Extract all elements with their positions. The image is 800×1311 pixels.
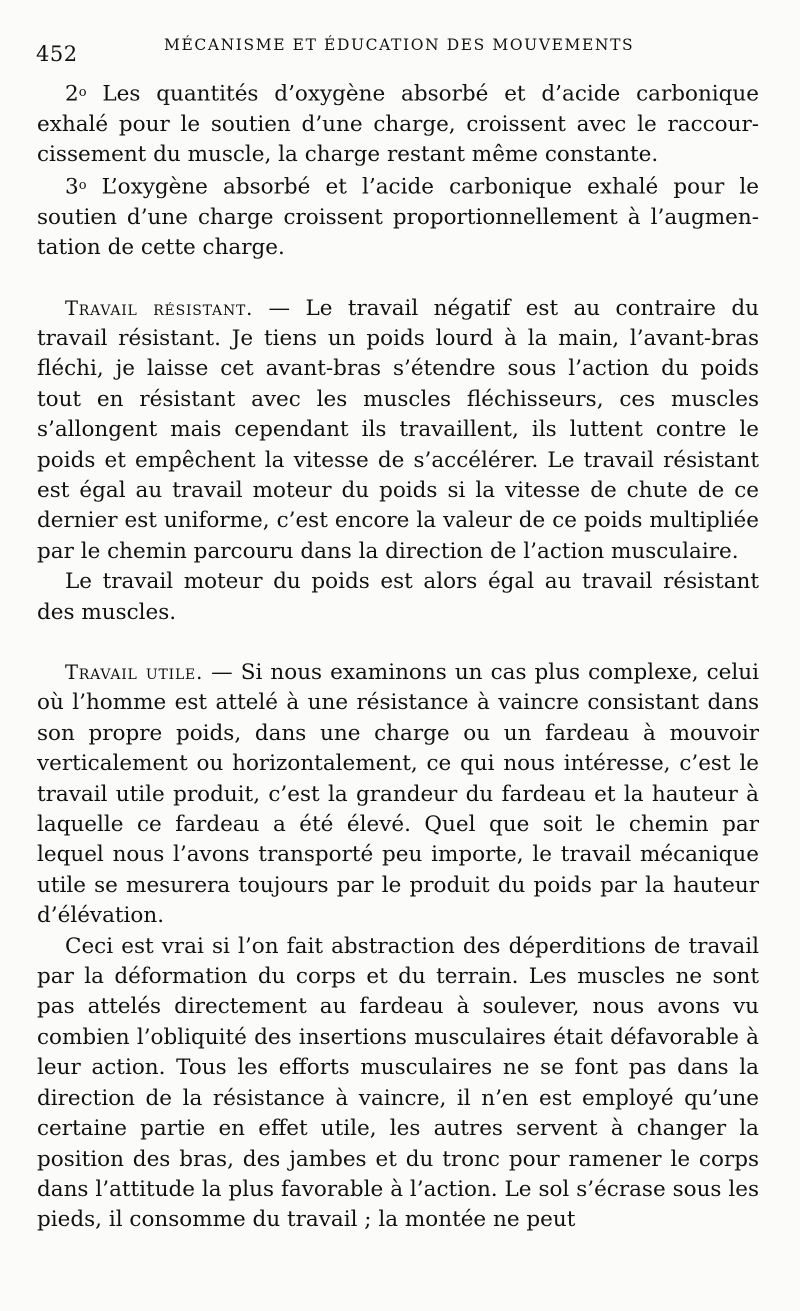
ordinal-marker: o <box>78 85 87 100</box>
paragraph-point-2 <box>37 78 759 171</box>
section-heading: Travail résistant. <box>65 296 254 320</box>
list-number: 2 <box>65 81 79 107</box>
page-header <box>36 30 762 66</box>
paragraph-point-3 <box>37 171 759 264</box>
paragraph-text: Le travail moteur du poids est alors égal au travail résistant des muscles. <box>37 569 759 625</box>
paragraph-text: — Le travail négatif est au contraire du travail résistant. Je tiens un poids lourd à la main, l’avant-bras fléchi, je laisse cet avant-bras s’étendre sous l’action du poids tout en résistant avec les muscles fléchisseurs, ces muscles s’allongent mais cependant ils travaillent, ils luttent contre le poids et empêchent la vitesse de s’accélérer. Le travail résistant est égal au travail moteur du poids si la vitesse de chute de ce dernier est uniforme, c’est encore la valeur de ce poids multipliée par le chemin parcouru dans la direction de l’action musculaire. <box>37 295 759 564</box>
paragraph-text: L’oxygène absorbé et l’acide carbonique exhalé pour le soutien d’une charge croissent proportionnellement à l’augmentation de cette charge. <box>37 174 759 261</box>
paragraph <box>37 567 759 628</box>
paragraph <box>37 932 759 1236</box>
running-head: MÉCANISME ET ÉDUCATION DES MOUVEMENTS <box>164 36 635 54</box>
paragraph-text: Ceci est vrai si l’on fait abstraction des déperditions de travail par la déformation du corps et du terrain. Les muscles ne sont pas attelés directement au fardeau à soulever, nous avons vu combien l’obliquité des insertions musculaires était défavorable à leur action. Tous les efforts musculaires ne se font pas dans la direction de la résistance à vaincre, il n’en est employé qu’une certaine partie en effet utile, les autres servent à changer la position des bras, des jambes et du tronc pour ramener le corps dans l’attitude la plus favorable à l’action. Le sol s’écrase sous les pieds, il consomme du travail ; la montée ne peut <box>37 933 759 1233</box>
paragraph-text: — Si nous examinons un cas plus complexe, celui où l’homme est attelé à une résistance à vaincre consistant dans son propre poids, dans une charge ou un fardeau à mouvoir verticalement ou horizontalement, ce qui nous intéresse, c’est le travail utile produit, c’est la grandeur du fardeau et la hauteur à laquelle ce fardeau a été élevé. Quel que soit le chemin par lequel nous l’avons transporté peu importe, le travail mécanique utile se mesurera toujours par le produit du poids par la hauteur d’élévation. <box>37 660 759 929</box>
paragraph-text: Les quantités d’oxygène absorbé et d’acide carbonique exhalé pour le soutien d’une charge, croissent avec le raccourcissement du muscle, la charge restant même constante. <box>37 81 759 168</box>
section-travail-resistant <box>37 294 759 568</box>
section-heading: Travail utile. <box>65 661 204 684</box>
page-number: 452 <box>36 42 78 66</box>
list-number: 3 <box>65 174 79 200</box>
ordinal-marker: o <box>78 177 87 193</box>
section-travail-utile <box>37 658 759 932</box>
body-text <box>37 78 759 1236</box>
